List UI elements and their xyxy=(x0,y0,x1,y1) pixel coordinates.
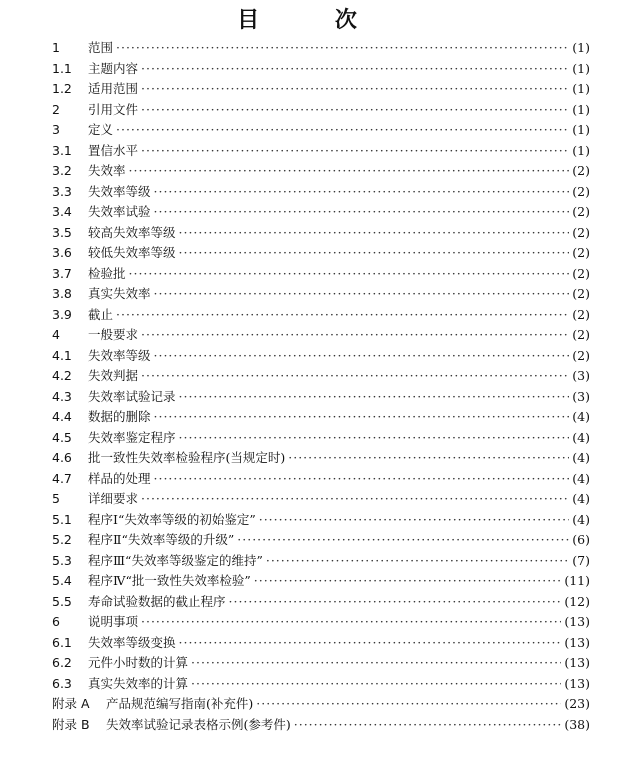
dot-leader xyxy=(237,530,569,551)
toc-entry-number: 5.5 xyxy=(52,593,72,609)
toc-entry-number: 6.2 xyxy=(52,655,72,670)
dot-leader xyxy=(116,38,569,59)
toc-entry-label: 失效率等级 xyxy=(88,183,151,199)
toc-entry-page: (2) xyxy=(572,245,590,260)
dot-leader xyxy=(294,715,562,736)
toc-entry-number: 4.6 xyxy=(52,450,72,465)
toc-entry-label: 较低失效率等级 xyxy=(88,245,176,260)
toc-entry-page: (1) xyxy=(572,81,590,96)
dot-leader xyxy=(179,633,562,654)
toc-entry-label: 范围 xyxy=(88,40,114,55)
toc-entry xyxy=(52,674,590,695)
toc-entry-label: 寿命试验数据的截止程序 xyxy=(88,593,226,609)
toc-entry-label: 失效率试验记录 xyxy=(88,388,176,404)
dot-leader xyxy=(141,100,569,121)
toc-entry-number: 4.3 xyxy=(52,388,72,404)
toc-entry-page: (2) xyxy=(572,163,590,178)
toc-entry-page: (13) xyxy=(564,655,590,670)
dot-leader xyxy=(141,325,569,346)
toc-entry-number: 3.3 xyxy=(52,183,72,199)
toc-entry xyxy=(52,243,590,264)
toc-entry xyxy=(52,428,590,449)
dot-leader xyxy=(179,387,570,408)
toc-entry-label: 批一致性失效率检验程序(当规定时) xyxy=(88,450,286,465)
toc-entry-number: 6.3 xyxy=(52,675,72,691)
toc-entry xyxy=(52,653,590,674)
toc-entry xyxy=(52,387,590,408)
toc-entry-number: 1 xyxy=(52,40,60,55)
toc-entry-label: 一般要求 xyxy=(88,327,139,342)
toc-entry-number: 附录 B xyxy=(52,716,90,732)
dot-leader xyxy=(229,592,562,613)
dot-leader xyxy=(154,182,570,203)
toc-entry xyxy=(52,59,590,80)
toc-entry-label: 引用文件 xyxy=(88,101,139,117)
toc-entry xyxy=(52,120,590,141)
toc-entry-label: 适用范围 xyxy=(88,81,139,96)
toc-entry-label: 失效率试验记录表格示例(参考件) xyxy=(106,716,291,732)
dot-leader xyxy=(141,489,569,510)
toc-entry-label: 失效率等级变换 xyxy=(88,634,176,650)
toc-entry xyxy=(52,448,590,469)
toc-entry-label: 程序Ⅱ“失效率等级的升级” xyxy=(88,532,235,547)
toc-entry-label: 真实失效率的计算 xyxy=(88,675,189,691)
dot-leader xyxy=(191,653,561,674)
dot-leader xyxy=(259,510,570,531)
toc-entry-page: (2) xyxy=(572,306,590,322)
toc-entry-number: 3.7 xyxy=(52,265,72,281)
toc-entry xyxy=(52,284,590,305)
dot-leader xyxy=(116,120,569,141)
toc-entry-number: 3.2 xyxy=(52,163,72,178)
toc-entry-page: (2) xyxy=(572,347,590,363)
toc-entry-page: (12) xyxy=(564,593,590,609)
toc-entry-number: 5 xyxy=(52,491,60,506)
toc-entry xyxy=(52,551,590,572)
toc-entry-label: 截止 xyxy=(88,306,114,322)
dot-leader xyxy=(141,612,561,633)
dot-leader xyxy=(179,428,570,449)
toc-entry xyxy=(52,366,590,387)
toc-entry-label: 失效率等级 xyxy=(88,347,151,363)
dot-leader xyxy=(141,79,569,100)
toc-entry-page: (1) xyxy=(572,122,590,137)
toc-entry xyxy=(52,223,590,244)
dot-leader xyxy=(288,448,569,469)
toc-entry-label: 样品的处理 xyxy=(88,470,151,486)
toc-entry xyxy=(52,182,590,203)
toc-entry-label: 程序Ⅰ“失效率等级的初始鉴定” xyxy=(88,511,256,527)
toc-entry-label: 程序Ⅳ“批一致性失效率检验” xyxy=(88,573,251,588)
toc-entry-page: (4) xyxy=(572,511,590,527)
toc-entry-page: (2) xyxy=(572,224,590,240)
toc-entry-page: (3) xyxy=(572,388,590,404)
dot-leader xyxy=(129,264,570,285)
toc-entry-number: 5.2 xyxy=(52,532,72,547)
toc-entry-label: 主题内容 xyxy=(88,60,139,76)
toc-entry-label: 失效率鉴定程序 xyxy=(88,429,176,445)
toc-entry xyxy=(52,161,590,182)
toc-entry xyxy=(52,571,590,592)
toc-entry xyxy=(52,141,590,162)
toc-entry xyxy=(52,530,590,551)
toc-entry-page: (1) xyxy=(572,142,590,158)
toc-entry-page: (6) xyxy=(572,532,590,547)
dot-leader xyxy=(154,469,570,490)
toc-entry-page: (4) xyxy=(572,491,590,506)
toc-entry xyxy=(52,202,590,223)
toc-entry-page: (1) xyxy=(572,40,590,55)
toc-entry xyxy=(52,715,590,736)
toc-entry-number: 3.5 xyxy=(52,224,72,240)
toc-entry-number: 4.2 xyxy=(52,368,72,383)
dot-leader xyxy=(254,571,562,592)
toc-entry-label: 数据的删除 xyxy=(88,409,151,424)
dot-leader xyxy=(141,366,569,387)
toc-entry-page: (13) xyxy=(564,675,590,691)
toc-entry-number: 5.4 xyxy=(52,573,72,588)
dot-leader xyxy=(154,407,570,428)
toc-entry-number: 3.6 xyxy=(52,245,72,260)
toc-entry-page: (4) xyxy=(572,409,590,424)
toc-entry-label: 失效率 xyxy=(88,163,126,178)
dot-leader xyxy=(129,161,570,182)
toc-entry-label: 详细要求 xyxy=(88,491,139,506)
toc-entry-page: (13) xyxy=(564,614,590,629)
toc-entry-number: 5.1 xyxy=(52,511,72,527)
toc-entry xyxy=(52,612,590,633)
toc-entry-page: (13) xyxy=(564,634,590,650)
toc-entry xyxy=(52,592,590,613)
toc-entry-page: (3) xyxy=(572,368,590,383)
toc-entry xyxy=(52,100,590,121)
toc-entry-number: 1.2 xyxy=(52,81,72,96)
toc-entry-number: 3.9 xyxy=(52,306,72,322)
toc-entry xyxy=(52,694,590,715)
toc-entry-page: (2) xyxy=(572,327,590,342)
toc-entry-label: 检验批 xyxy=(88,265,126,281)
toc-entry-label: 产品规范编写指南(补充件) xyxy=(106,696,254,711)
toc-entry-number: 4.5 xyxy=(52,429,72,445)
toc-entry-page: (1) xyxy=(572,101,590,117)
toc-entry-number: 3.1 xyxy=(52,142,72,158)
toc-entry-page: (1) xyxy=(572,60,590,76)
toc-entry-number: 3 xyxy=(52,122,60,137)
toc-entry xyxy=(52,469,590,490)
dot-leader xyxy=(116,305,569,326)
dot-leader xyxy=(154,202,570,223)
toc-entry-page: (4) xyxy=(572,429,590,445)
toc-entry-number: 1.1 xyxy=(52,60,72,76)
dot-leader xyxy=(141,141,569,162)
dot-leader xyxy=(266,551,569,572)
toc-entry-label: 真实失效率 xyxy=(88,286,151,301)
toc-entry-page: (2) xyxy=(572,286,590,301)
dot-leader xyxy=(141,59,569,80)
toc-entry-number: 4.4 xyxy=(52,409,72,424)
toc-entry xyxy=(52,325,590,346)
page-title: 目 次 xyxy=(237,8,391,33)
toc-entry xyxy=(52,489,590,510)
toc-entry-page: (4) xyxy=(572,450,590,465)
toc-entry xyxy=(52,346,590,367)
toc-entry-page: (23) xyxy=(564,696,590,711)
toc-entry-label: 说明事项 xyxy=(88,614,139,629)
toc-entry-page: (38) xyxy=(564,716,590,732)
toc-entry-label: 定义 xyxy=(88,122,114,137)
toc-entry-number: 5.3 xyxy=(52,552,72,568)
dot-leader xyxy=(191,674,561,695)
toc-entry-label: 元件小时数的计算 xyxy=(88,655,189,670)
dot-leader xyxy=(154,284,570,305)
toc-entry-label: 较高失效率等级 xyxy=(88,224,176,240)
toc-entry xyxy=(52,633,590,654)
toc-entry-number: 6.1 xyxy=(52,634,72,650)
toc-entry xyxy=(52,264,590,285)
toc-entry-number: 4.1 xyxy=(52,347,72,363)
toc-entry-label: 程序Ⅲ“失效率等级鉴定的维持” xyxy=(88,552,263,568)
toc-entry-number: 6 xyxy=(52,614,60,629)
dot-leader xyxy=(154,346,570,367)
toc-entry-page: (11) xyxy=(564,573,590,588)
toc-entry-page: (2) xyxy=(572,204,590,219)
toc-entry xyxy=(52,510,590,531)
dot-leader xyxy=(256,694,561,715)
toc-entry-number: 附录 A xyxy=(52,696,90,711)
toc-entry-label: 失效率试验 xyxy=(88,204,151,219)
toc-entry xyxy=(52,407,590,428)
toc-entry-label: 失效判据 xyxy=(88,368,139,383)
toc-entry-page: (4) xyxy=(572,470,590,486)
toc-entry xyxy=(52,38,590,59)
toc-entry-number: 3.8 xyxy=(52,286,72,301)
toc-entry xyxy=(52,79,590,100)
toc-entry xyxy=(52,305,590,326)
dot-leader xyxy=(179,223,570,244)
dot-leader xyxy=(179,243,570,264)
toc-entry-number: 3.4 xyxy=(52,204,72,219)
toc-entry-page: (2) xyxy=(572,183,590,199)
toc-entry-number: 4.7 xyxy=(52,470,72,486)
toc-entry-page: (7) xyxy=(572,552,590,568)
table-of-contents xyxy=(52,38,590,735)
toc-entry-label: 置信水平 xyxy=(88,142,139,158)
toc-entry-number: 4 xyxy=(52,327,60,342)
toc-entry-page: (2) xyxy=(572,265,590,281)
toc-entry-number: 2 xyxy=(52,101,60,117)
